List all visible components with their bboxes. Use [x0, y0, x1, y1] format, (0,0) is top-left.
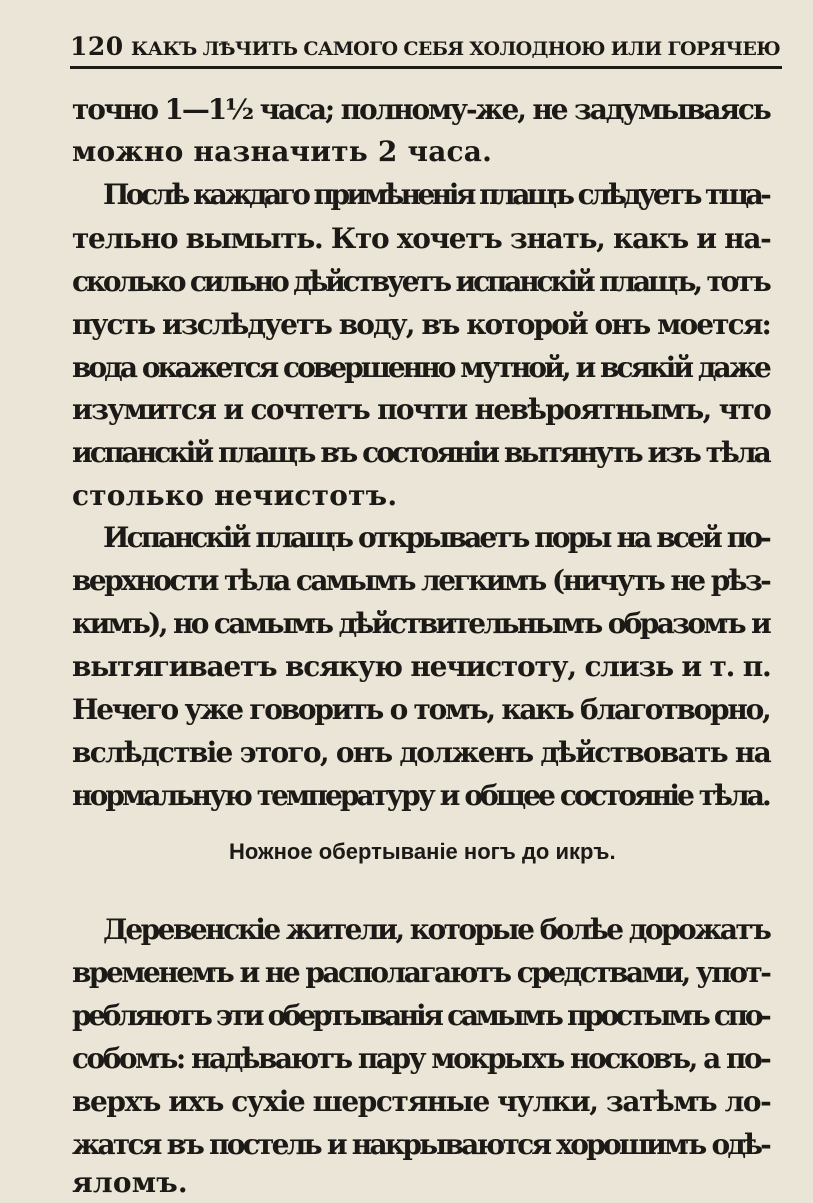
text-line: верхъ ихъ сухіе шерстяные чулки, затѣмъ ло- [72, 1085, 771, 1118]
text-line: нормальную температуру и общее состояніе тѣла. [72, 779, 769, 812]
text-line: Испанскій плащъ открываетъ поры на всей по- [103, 521, 769, 554]
text-line: сколько сильно дѣйствуетъ испанскій плащъ, тотъ [72, 265, 769, 298]
text-line: пусть изслѣдуетъ воду, въ которой онъ моется: [72, 308, 770, 341]
text-line: временемъ и не располагаютъ средствами, упот- [72, 956, 770, 989]
text-line: верхности тѣла самымъ легкимъ (ничуть не рѣз- [72, 564, 770, 597]
text-line: точно 1—1½ часа; полному-же, не задумываясь [72, 93, 770, 126]
text-line: Нечего уже говорить о томъ, какъ благотворно, [72, 693, 770, 726]
text-line: Послѣ каждаго примѣненія плащъ слѣдуетъ тща- [103, 178, 769, 211]
text-line: тельно вымыть. Кто хочетъ знать, какъ и на- [72, 222, 771, 255]
text-line: испанскій плащъ въ состояніи вытянуть изъ тѣла [72, 436, 769, 469]
text-line: вытягиваетъ всякую нечистоту, слизь и т. п. [72, 650, 771, 683]
section-heading: Ножное обертываніе ногъ до икръ. [229, 839, 616, 864]
running-header [70, 29, 782, 65]
running-title: КАКЪ ЛѢЧИТЬ САМОГО СЕБЯ ХОЛОДНОЮ ИЛИ ГОРЯЧЕЮ [131, 38, 781, 60]
text-line: собомъ: надѣваютъ пару мокрыхъ носковъ, а по- [72, 1042, 770, 1075]
text-line: столько нечистотъ. [72, 479, 398, 512]
text-line: ребляютъ эти обертыванія самымъ простымъ спо- [72, 999, 769, 1032]
page-number: 120 [70, 32, 124, 61]
text-line: можно назначить 2 часа. [72, 135, 493, 168]
text-line: кимъ), но самымъ дѣйствительнымъ образомъ и [72, 607, 770, 640]
text-line: изумится и сочтетъ почти невѣроятнымъ, что [72, 393, 771, 426]
text-line: Деревенскіе жители, которые болѣе дорожатъ [103, 913, 770, 946]
text-line: яломъ. [72, 1166, 188, 1199]
text-line: жатся въ постель и накрываются хорошимъ одѣ- [72, 1128, 770, 1161]
text-line: вода окажется совершенно мутной, и всякій даже [72, 351, 769, 384]
text-line: вслѣдствіе этого, онъ долженъ дѣйствовать на [72, 736, 771, 769]
header-rule [70, 66, 782, 69]
